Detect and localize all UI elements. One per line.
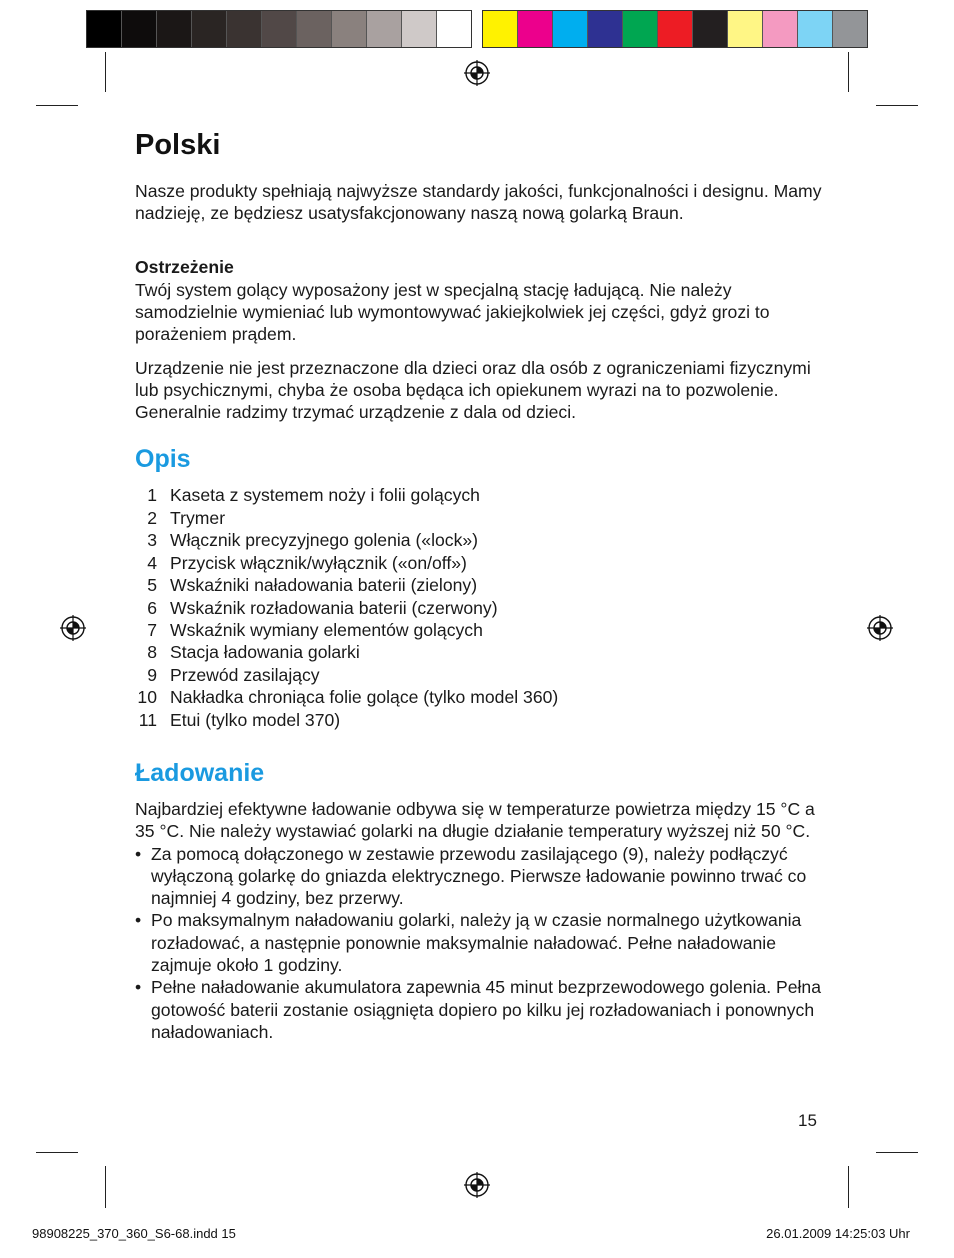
color-swatch — [623, 11, 658, 47]
list-item — [135, 574, 825, 596]
item-text: Przycisk włącznik/wyłącznik («on/off») — [170, 552, 467, 573]
item-number: 8 — [147, 642, 157, 663]
charging-bullets — [135, 843, 825, 1044]
color-swatch — [297, 11, 332, 47]
registration-mark-icon — [464, 60, 490, 86]
crop-mark — [848, 1166, 849, 1208]
color-swatch — [87, 11, 122, 47]
color-swatch — [728, 11, 763, 47]
color-swatch — [157, 11, 192, 47]
list-item — [135, 686, 825, 708]
crop-mark — [876, 1152, 918, 1153]
color-swatch — [122, 11, 157, 47]
bullet-icon: • — [135, 843, 142, 864]
list-item — [135, 552, 825, 574]
item-text: Kaseta z systemem noży i folii golących — [170, 485, 480, 506]
item-text: Nakładka chroniąca folie golące (tylko model 360) — [170, 687, 559, 708]
item-text: Trymer — [170, 507, 226, 528]
opis-heading: Opis — [135, 445, 191, 474]
ladowanie-heading: Ładowanie — [135, 758, 265, 787]
list-item — [135, 664, 825, 686]
color-swatch — [763, 11, 798, 47]
list-item — [135, 619, 825, 641]
crop-mark — [105, 52, 106, 92]
color-swatch — [402, 11, 437, 47]
item-text: Przewód zasilający — [170, 664, 320, 685]
safety-paragraph: Urządzenie nie jest przeznaczone dla dzieci oraz dla osób z ograniczeniami fizycznymi lub psychicznymi, chyba że osoba będąca ich opiekunem wyrazi na to pozwolenie. Generalnie radzimy trzymać urządzenie z dala od dzieci. — [135, 357, 811, 423]
bullet-icon: • — [135, 910, 142, 931]
list-item — [135, 909, 825, 976]
bullet-text: Za pomocą dołączonego w zestawie przewodu zasilającego (9), należy podłączyć wyłączoną golarkę do gniazda elektrycznego. Pierwsze ładowanie powinno trwać co najmniej 4 godziny, bez przerwy. — [151, 843, 807, 909]
item-text: Wskaźnik rozładowania baterii (czerwony) — [170, 597, 498, 618]
color-swatch — [262, 11, 297, 47]
item-number: 6 — [147, 597, 157, 618]
list-item — [135, 484, 825, 506]
item-text: Stacja ładowania golarki — [170, 642, 360, 663]
item-number: 1 — [147, 485, 157, 506]
color-swatch — [798, 11, 833, 47]
item-number: 7 — [147, 619, 157, 640]
color-swatch — [332, 11, 367, 47]
item-text: Wskaźnik wymiany elementów golących — [170, 619, 483, 640]
item-number: 2 — [147, 507, 157, 528]
item-text: Wskaźniki naładowania baterii (zielony) — [170, 575, 478, 596]
color-swatch — [518, 11, 553, 47]
footer-timestamp: 26.01.2009 14:25:03 Uhr — [766, 1226, 910, 1241]
item-text: Włącznik precyzyjnego golenia («lock») — [170, 530, 479, 551]
warning-heading: Ostrzeżenie — [135, 257, 234, 278]
registration-mark-icon — [60, 615, 86, 641]
item-text: Etui (tylko model 370) — [170, 709, 341, 730]
color-swatch — [833, 11, 867, 47]
item-number: 10 — [137, 687, 157, 708]
list-item — [135, 529, 825, 551]
process-color-bar — [482, 10, 868, 48]
list-item — [135, 976, 825, 1043]
bullet-text: Po maksymalnym naładowaniu golarki, należy ją w czasie normalnego użytkowania rozładować, a następnie ponownie maksymalnie naładować. Pełne naładowanie zajmuje około 1 godziny. — [151, 910, 802, 976]
crop-mark — [876, 105, 918, 106]
bullet-icon: • — [135, 977, 142, 998]
color-swatch — [658, 11, 693, 47]
item-number: 11 — [138, 709, 157, 730]
item-number: 3 — [147, 530, 157, 551]
footer-filename: 98908225_370_360_S6-68.indd 15 — [32, 1226, 236, 1241]
registration-mark-icon — [867, 615, 893, 641]
charging-intro: Najbardziej efektywne ładowanie odbywa się w temperaturze powietrza między 15 °C a 35 °C. Nie należy wystawiać golarki na długie działanie temperatury wyższej niż 50 °C. — [135, 798, 815, 842]
list-item — [135, 597, 825, 619]
crop-mark — [36, 105, 78, 106]
warning-paragraph: Twój system golący wyposażony jest w specjalną stację ładującą. Nie należy samodzielnie wymieniać lub wymontowywać jakiejkolwiek jej części, gdyż grozi to porażeniem prądem. — [135, 279, 770, 345]
color-swatch — [553, 11, 588, 47]
page-number: 15 — [798, 1111, 817, 1130]
item-number: 9 — [147, 664, 157, 685]
parts-list — [135, 484, 825, 730]
intro-paragraph: Nasze produkty spełniają najwyższe standardy jakości, funkcjonalności i designu. Mamy nadzieję, ze będziesz usatysfakcjonowany naszą nową golarką Braun. — [135, 180, 822, 224]
registration-mark-icon — [464, 1172, 490, 1198]
gray-color-bar — [86, 10, 472, 48]
list-item — [135, 641, 825, 663]
list-item — [135, 843, 825, 910]
color-swatch — [367, 11, 402, 47]
crop-mark — [105, 1166, 106, 1208]
list-item — [135, 507, 825, 529]
bullet-text: Pełne naładowanie akumulatora zapewnia 45 minut bezprzewodowego golenia. Pełna gotowość baterii zostanie osiągnięta dopiero po kilku jej rozładowaniach i ponownych naładowaniach. — [151, 977, 821, 1042]
item-number: 5 — [147, 575, 157, 596]
color-swatch — [437, 11, 471, 47]
crop-mark — [848, 52, 849, 92]
list-item — [135, 709, 825, 731]
color-swatch — [227, 11, 262, 47]
color-swatch — [588, 11, 623, 47]
color-swatch — [693, 11, 728, 47]
item-number: 4 — [147, 552, 157, 573]
crop-mark — [36, 1152, 78, 1153]
color-swatch — [192, 11, 227, 47]
page-title: Polski — [135, 129, 221, 161]
color-swatch — [483, 11, 518, 47]
page-content — [135, 128, 825, 1043]
